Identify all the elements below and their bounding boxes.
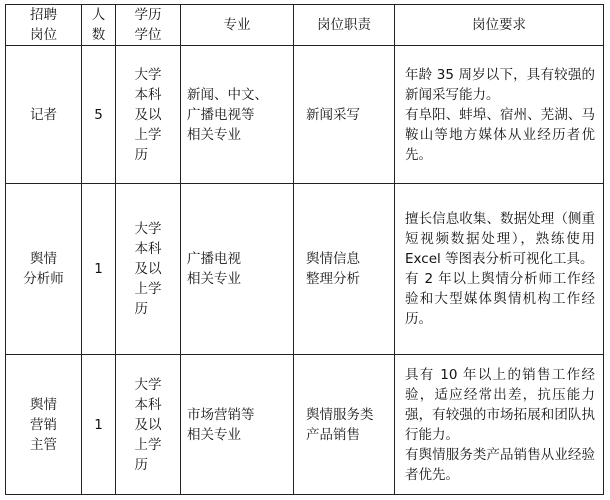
header-major: 专业 <box>181 5 294 46</box>
major-cell: 新闻、中文、 广播电视等 相关专业 <box>181 46 294 184</box>
duties-cell: 舆情信息 整理分析 <box>294 184 395 355</box>
requirements-cell: 年龄 35 周岁以下，具有较强的新闻采写能力。 有阜阳、蚌埠、宿州、芜湖、马鞍山等地方媒体从业经历者优先。 <box>395 46 604 184</box>
major-cell: 广播电视 相关专业 <box>181 184 294 355</box>
header-count: 人 数 <box>82 5 116 46</box>
position-cell: 舆情 分析师 <box>6 184 82 355</box>
duties-cell: 新闻采写 <box>294 46 395 184</box>
major-cell: 市场营销等 相关专业 <box>181 355 294 495</box>
header-requirements: 岗位要求 <box>395 5 604 46</box>
header-row <box>6 5 604 46</box>
table-row <box>6 355 604 495</box>
count-cell: 1 <box>82 355 116 495</box>
education-cell: 大学 本科 及以 上学 历 <box>116 355 181 495</box>
recruitment-table <box>5 4 604 495</box>
header-position: 招聘 岗位 <box>6 5 82 46</box>
education-cell: 大学 本科 及以 上学 历 <box>116 46 181 184</box>
recruitment-table-container <box>5 4 604 495</box>
position-cell: 记者 <box>6 46 82 184</box>
header-education: 学历 学位 <box>116 5 181 46</box>
header-duties: 岗位职责 <box>294 5 395 46</box>
count-cell: 1 <box>82 184 116 355</box>
requirements-cell: 具有 10 年以上的销售工作经验，适应经常出差，抗压能力强，有较强的市场拓展和团队执行能力。 有舆情服务类产品销售从业经验者优先。 <box>395 355 604 495</box>
requirements-cell: 擅长信息收集、数据处理（侧重短视频数据处理），熟练使用 Excel 等图表分析可视化工具。 有 2 年以上舆情分析师工作经验和大型媒体舆情机构工作经历。 <box>395 184 604 355</box>
position-cell: 舆情 营销 主管 <box>6 355 82 495</box>
education-cell: 大学 本科 及以 上学 历 <box>116 184 181 355</box>
duties-cell: 舆情服务类 产品销售 <box>294 355 395 495</box>
table-row <box>6 46 604 184</box>
table-row <box>6 184 604 355</box>
count-cell: 5 <box>82 46 116 184</box>
